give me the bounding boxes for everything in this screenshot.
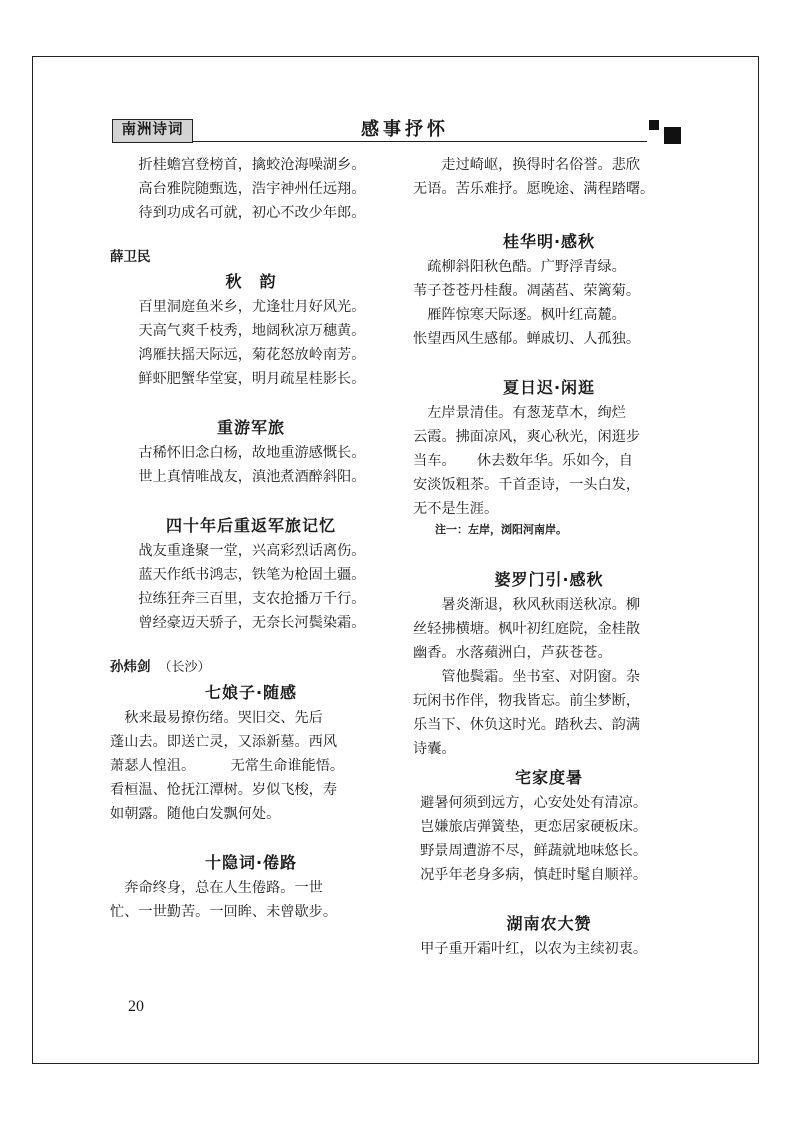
poem-line: 走过崎岖，换得时名俗誉。悲欣 [441,157,641,173]
author-name: 孙炜剑 [110,659,151,675]
poem-line: 折桂蟾宫登榜首，擒蛟沧海噪湖乡。 [138,157,366,173]
poem-line: 幽香。水落蘋洲白，芦荻苍苍。 [413,645,612,661]
poem-line: 苇子苍苍丹桂馥。凋菡萏、荣篱菊。 [413,283,641,299]
poem-line: 避暑何须到远方，心安处处有清凉。 [420,795,648,811]
poem-line: 如朝露。随他白发飘何处。 [110,806,281,822]
poem-line: 萧瑟人惶沮。 无常生命谁能悟。 [110,758,345,774]
page-title: 感事抒怀 [361,119,449,140]
poem-line: 高台雅院随甄选，浩宇神州任远翔。 [138,181,366,197]
poem-title: 桂华明·感秋 [502,232,596,251]
poem-line: 秋来最易撩伤绪。哭旧交、先后 [124,710,323,726]
page-number: 20 [128,998,144,1015]
poem-line: 古稀怀旧念白杨，故地重游感慨长。 [138,445,366,461]
poem-line: 甲子重开霜叶红，以农为主续初衷。 [420,941,648,957]
poem-line: 待到功成名可就，初心不改少年郎。 [138,205,366,221]
poem-line: 诗囊。 [413,741,456,757]
poem-line: 野景周遭游不尽，鲜蔬就地味悠长。 [420,843,648,859]
poem-line: 疏柳斜阳秋色酷。广野浮青绿。 [427,259,626,275]
poem-line: 管他鬓霜。坐书室、对阴窗。杂 [441,669,641,685]
poem-line: 无不是生涯。 [413,501,499,517]
poem-line: 岂嫌旅店弹簧垫，更恋居家硬板床。 [420,819,648,835]
poem-line: 况乎年老身多病，慎赶时髦自顺祥。 [420,867,648,883]
poem-line: 忙、一世勤苦。一回眸、未曾歇步。 [110,904,338,920]
poem-title: 秋 韵 [225,272,277,291]
poem-title: 宅家度暑 [514,768,583,787]
poem-line: 蓝天作纸书鸿志，铁笔为枪固土疆。 [138,567,366,583]
poem-line: 左岸景清佳。有葱茏草木，绚烂 [427,405,626,421]
poem-line: 云霞。拂面凉风，爽心秋光，闲逛步 [413,429,641,445]
poem-line: 丝轻拂横塘。枫叶初红庭院，金桂散 [413,621,641,637]
poem-line: 玩闲书作伴，物我皆忘。前尘梦断， [413,693,641,709]
decor-square-large [664,127,681,144]
poem-line: 百里洞庭鱼米乡，尤逢壮月好风光。 [138,299,366,315]
poem-title: 重游军旅 [216,418,285,437]
poem-line: 雁阵惊寒天际逐。枫叶红高麓。 [427,307,626,323]
poem-line: 天高气爽千枝秀，地阔秋凉万穗黄。 [138,323,366,339]
poem-title: 四十年后重返军旅记忆 [165,516,336,535]
poem-title: 夏日迟·闲逛 [502,378,596,397]
poem-line: 安淡饭粗茶。千首歪诗，一头白发， [413,477,641,493]
poem-title: 婆罗门引·感秋 [494,570,604,589]
poem-line: 曾经豪迈天骄子，无奈长河鬓染霜。 [138,615,366,631]
right-column [413,153,685,961]
author-line [110,655,392,680]
author-name: 薛卫民 [110,249,151,265]
poem-line: 战友重逢聚一堂，兴高彩烈话离伤。 [138,543,366,559]
poem-title: 十隐词·倦路 [204,853,298,872]
poem-line: 鸿雁扶摇天际远，菊花怒放岭南芳。 [138,347,366,363]
poem-line: 乐当下、休负这时光。踏秋去、韵满 [413,717,641,733]
poem-title: 七娘子·随感 [204,683,298,702]
poem-line: 无语。苦乐难抒。愿晚途、满程踏曙。 [413,181,655,197]
poem-line: 鲜虾肥蟹华堂宴，明月疏星桂影长。 [138,371,366,387]
section-label: 南洲诗词 [112,119,193,143]
poem-line: 奔命终身，总在人生倦路。一世 [124,880,323,896]
decor-square-small [649,120,659,130]
poem-line: 拉练狂奔三百里，支农抢播万千行。 [138,591,366,607]
poem-line: 暑炎渐退，秋风秋雨送秋凉。柳 [441,597,641,613]
poem-line: 看桓温、怆抚江潭树。岁似飞梭，寿 [110,782,338,798]
poem-line: 当车。 休去数年华。乐如今，自 [413,453,633,469]
poem-line: 世上真情唯战友，滇池煮酒醉斜阳。 [138,469,366,485]
footnote: 注一：左岸，浏阳河南岸。 [435,523,567,536]
poem-line: 怅望西风生感郁。蝉戚切、人孤独。 [413,331,641,347]
poem-line: 蓬山去。即送亡灵，又添新墓。西风 [110,734,338,750]
author-place: （长沙） [158,660,211,675]
poem-title: 湖南农大赞 [506,914,592,933]
left-column [110,153,392,924]
